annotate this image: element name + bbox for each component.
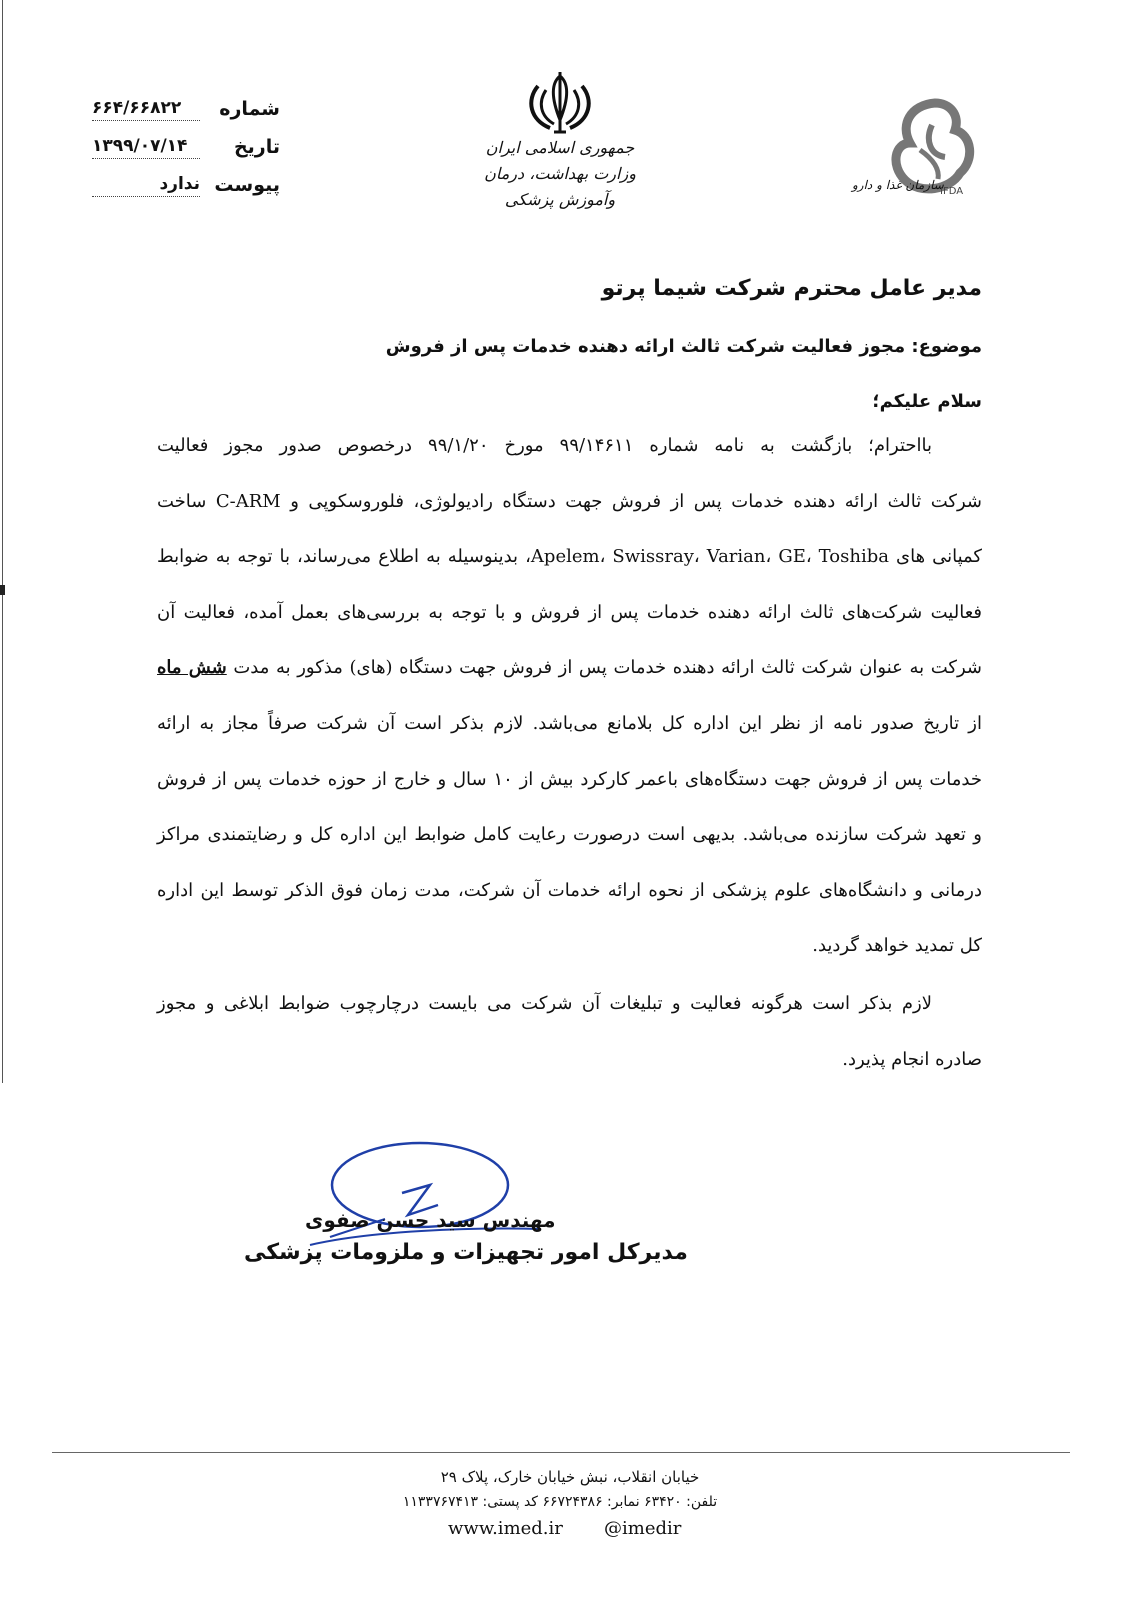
footer-social-handle[interactable]: @imedir	[604, 1518, 682, 1539]
letter-meta	[80, 98, 280, 212]
body-line: و تعهد شرکت سازنده می‌باشد. بدیهی است درصورت رعایت کامل ضوابط این اداره کل و رضایتمندی مراکز	[157, 824, 982, 846]
body-line: کل تمدید خواهد گردید.	[812, 935, 982, 957]
subject-line: موضوع: مجوز فعالیت شرکت ثالث ارائه دهنده خدمات پس از فروش	[385, 336, 982, 357]
scan-edge-mark	[0, 585, 5, 595]
iran-emblem-icon	[520, 70, 600, 140]
ministry-line1: جمهوری اسلامی ایران	[485, 138, 635, 157]
scan-edge-line	[2, 0, 3, 1083]
body-line: درمانی و دانشگاه‌های علوم پزشکی از نحوه ارائه خدمات آن شرکت، مدت زمان فوق الذکر توسط این اداره	[157, 879, 982, 901]
letter-number-label: شماره	[219, 98, 280, 120]
letter-date-value: ۱۳۹۹/۰۷/۱۴	[92, 136, 200, 159]
body-line: از تاریخ صدور نامه از نظر این اداره کل بلامانع می‌باشد. لازم بذکر است آن شرکت صرفاً مجاز به ارائه	[157, 712, 982, 734]
letter-number-value: ۶۶۴/۶۶۸۲۲	[92, 98, 200, 121]
letter-attachment-label: پیوست	[214, 174, 280, 196]
body-line: شرکت ثالث ارائه دهنده خدمات پس از فروش جهت دستگاه رادیولوژی، فلوروسکوپی و C-ARM ساخت	[157, 490, 982, 512]
body-line: کمپانی های Apelem، Swissray، Varian، GE، Toshiba، بدینوسیله به اطلاع می‌رساند، با توجه به ضوابط	[157, 546, 982, 568]
body-line-text: شرکت به عنوان شرکت ثالث ارائه دهنده خدمات پس از فروش جهت دستگاه (های) مذکور به مدت	[233, 657, 982, 679]
letter-date-label: تاریخ	[233, 136, 280, 158]
meta-date-row	[80, 136, 280, 174]
ifda-name: سازمان غذا و دارو	[852, 178, 944, 192]
ministry-caption	[455, 135, 665, 213]
body-line: خدمات پس از فروش جهت دستگاه‌های باعمر کارکرد بیش از ۱۰ سال و خارج از حوزه خدمات پس از فروش	[157, 768, 982, 790]
signer-title: مدیرکل امور تجهیزات و ملزومات پزشکی	[244, 1240, 688, 1265]
body-line: صادره انجام پذیرد.	[842, 1048, 982, 1070]
duration-emphasis: شش ماه	[157, 657, 227, 679]
body-line-duration	[157, 652, 982, 708]
body-line: لازم بذکر است هرگونه فعالیت و تبلیغات آن شرکت می بایست درچارچوب ضوابط ابلاغی و مجوز	[157, 993, 932, 1014]
signer-name: مهندس سید حسن صفوی	[305, 1208, 556, 1232]
body-line: فعالیت شرکت‌های ثالث ارائه دهنده خدمات پس از فروش و با توجه به بررسی‌های بعمل آمده، فعالیت آن	[157, 601, 982, 623]
letter-attachment-value: ندارد	[92, 174, 200, 197]
footer-website-link[interactable]: www.imed.ir	[448, 1518, 563, 1539]
footer-divider	[52, 1452, 1070, 1453]
body-line: بااحترام؛ بازگشت به نامه شماره ۹۹/۱۴۶۱۱ مورخ ۹۹/۱/۲۰ درخصوص صدور مجوز فعالیت	[157, 435, 933, 456]
ministry-line2: وزارت بهداشت، درمان وآموزش پزشکی	[484, 164, 636, 209]
recipient-line: مدیر عامل محترم شرکت شیما پرتو	[601, 276, 982, 301]
body-paragraph-1	[157, 430, 982, 986]
meta-attachment-row	[80, 174, 280, 212]
ifda-abbr: IFDA	[940, 186, 964, 197]
meta-number-row	[80, 98, 280, 136]
footer-phones: تلفن: ۶۳۴۲۰ نمابر: ۶۶۷۲۴۳۸۶ کد پستی: ۱۱۳۳۷۶۷۴۱۳	[402, 1494, 718, 1510]
greeting-line: سلام علیکم؛	[872, 391, 982, 412]
footer-address: خیابان انقلاب، نبش خیابان خارک، پلاک ۲۹	[440, 1468, 700, 1486]
body-paragraph-2	[157, 988, 982, 1099]
